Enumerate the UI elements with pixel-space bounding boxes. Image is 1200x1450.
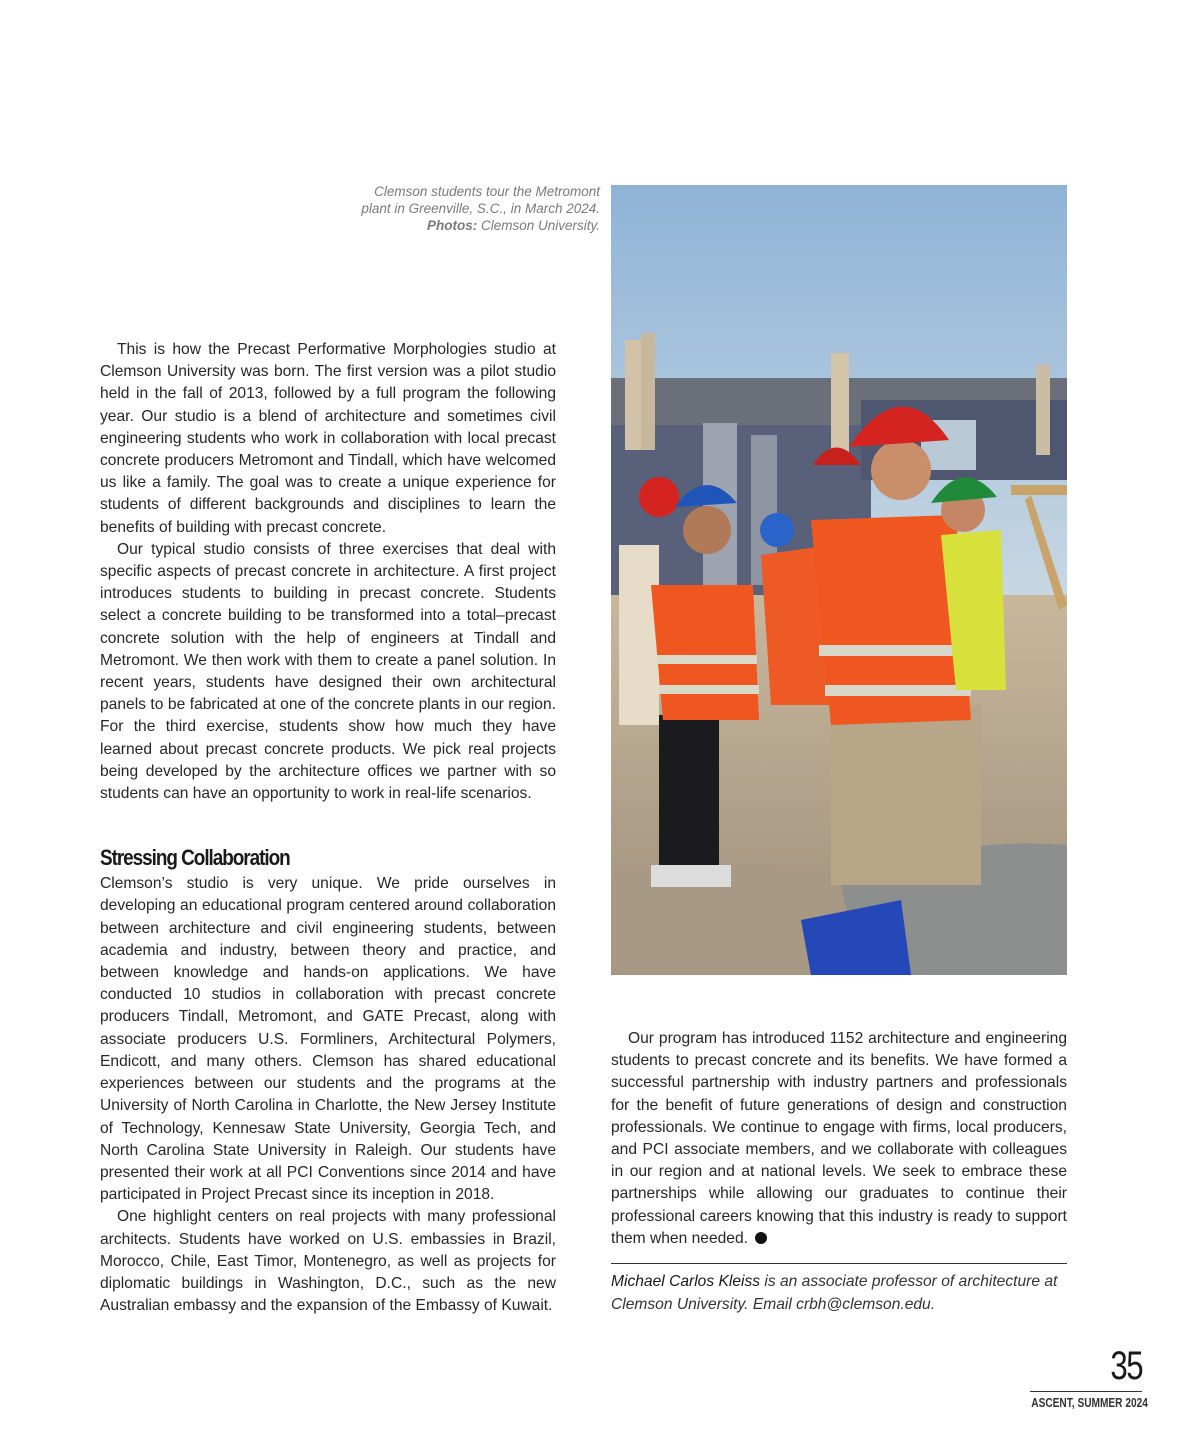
- column-3: [831, 353, 849, 453]
- section-paragraph-2: One highlight centers on real projects with many professional architects. Students have worked on U.S. embassies in Brazil, Morocco, Chile, East Timor, Montenegro, as well as projects for diplomatic buildings in Washington, D.C., such as the new Australian embassy and the expansion of the Embassy of Kuwait.: [100, 1208, 556, 1315]
- photo-illustration: [611, 185, 1067, 975]
- woman-pants: [659, 715, 719, 875]
- caption-credit: [330, 217, 600, 234]
- left-column: [100, 339, 556, 1317]
- section-paragraph-1: Clemson’s studio is very unique. We pride ourselves in developing an educational program centered around collaboration between architecture and civil engineering students, between academia and industry, between theory and practice, and between knowledge and hands-on applications. We have conducted 10 studios in collaboration with precast concrete producers Tindall, Metromont, and GATE Precast, along with associate producers U.S. Formliners, Architectural Polymers, Endicott, and many others. Clemson has shared educational experiences between our students and the programs at the University of North Carolina in Charlotte, the New Jersey Institute of Technology, Kennesaw State University, Georgia Tech, and North Carolina State University in Raleigh. Our students have presented their work at all PCI Conventions since 2014 and have participated in Project Precast since its inception in 2018.: [100, 875, 556, 1204]
- caption-credit-value: Clemson University.: [480, 218, 600, 233]
- person-far-left-body: [619, 545, 659, 725]
- column-1: [625, 340, 641, 450]
- photo-caption: [330, 183, 600, 234]
- helmet-red-left: [639, 477, 679, 517]
- center-man-face: [871, 440, 931, 500]
- woman-vest-stripe-2: [659, 685, 759, 694]
- bio-divider: [611, 1263, 1067, 1264]
- center-vest-stripe-1: [819, 645, 967, 656]
- woman-vest: [651, 585, 759, 720]
- center-man-pants: [831, 705, 981, 885]
- site-tour-photo: [611, 185, 1067, 975]
- section-heading: Stressing Collaboration: [100, 845, 290, 871]
- closing-paragraph: [611, 1028, 1067, 1250]
- column-4: [1036, 365, 1050, 455]
- intro-paragraph-1: This is how the Precast Performative Morphologies studio at Clemson University was born. The first version was a pilot studio held in the fall of 2013, followed by a full program the following year. Our studio is a blend of architecture and sometimes civil engineering students who work in collaboration with local precast concrete producers Metromont and Tindall, which have welcomed us like a family. The goal was to create a unique experience for students of different backgrounds and disciplines to learn the benefits of building with precast concrete.: [100, 341, 556, 536]
- column-2: [641, 333, 655, 450]
- author-bio: [611, 1271, 1067, 1316]
- end-mark-icon: [755, 1232, 767, 1244]
- woman-face: [683, 506, 731, 554]
- helmet-blue-small: [760, 513, 794, 547]
- caption-credit-label: Photos:: [426, 218, 478, 233]
- intro-paragraph-2: Our typical studio consists of three exercises that deal with specific aspects of precast concrete in architecture. A first project introduces students to building in precast concrete. Students select a concrete building to be transformed into a total–precast concrete solution with the help of engineers at Tindall and Metromont. We then work with them to create a panel solution. In recent years, students have designed their own architectural panels to be fabricated at one of the concrete plants in our region. For the third exercise, students show how much they have learned about precast concrete products. We pick real projects being developed by the architecture offices we partner with so students can have an opportunity to work in real-life scenarios.: [100, 540, 556, 803]
- right-column: [611, 1028, 1067, 1250]
- center-vest-stripe-2: [825, 685, 971, 696]
- woman-vest-stripe-1: [657, 655, 757, 664]
- publication-label: ASCENT, SUMMER 2024: [1031, 1395, 1148, 1410]
- caption-line-1: Clemson students tour the Metromont: [374, 184, 600, 199]
- closing-paragraph-text: Our program has introduced 1152 architecture and engineering students to precast concrete and its benefits. We have formed a successful partnership with industry partners and professionals for the benefit of future generations of design and construction professionals. We continue to engage with firms, local producers, and PCI associate members, and we collaborate with colleagues in our region and at national levels. We seek to embrace these partnerships while allowing our graduates to continue their professional careers knowing that this industry is ready to support them when needed.: [611, 1030, 1067, 1247]
- page-number: 35: [1110, 1344, 1142, 1388]
- woman-shoes: [651, 865, 731, 887]
- footer-divider: [1030, 1391, 1142, 1392]
- author-name: Michael Carlos Kleiss: [611, 1273, 761, 1290]
- caption-line-2: plant in Greenville, S.C., in March 2024.: [361, 201, 600, 216]
- author-bio-text: is an associate professor of architecture at Clemson University. Email crbh@clemson.edu.: [611, 1273, 1058, 1313]
